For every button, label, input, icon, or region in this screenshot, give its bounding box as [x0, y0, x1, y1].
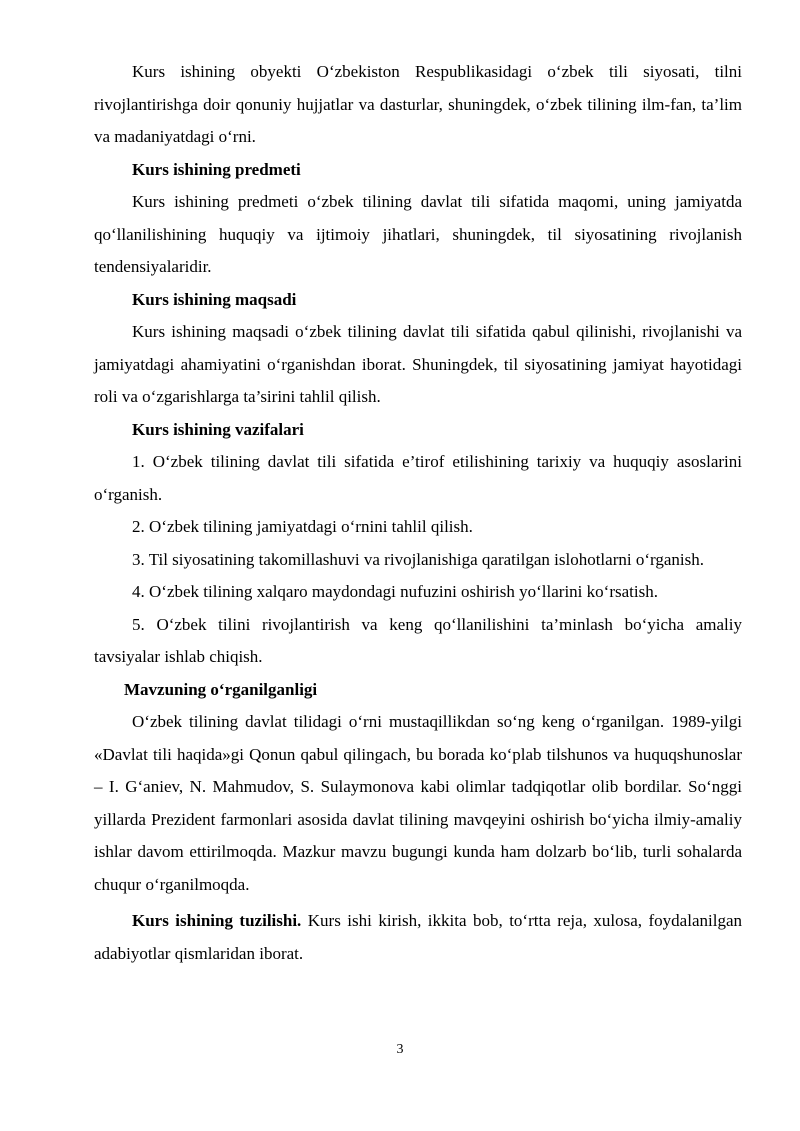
document-page [94, 56, 742, 970]
structure-text: Kurs ishi kirish, ikkita bob, to‘rtta reja, xulosa, foydalanilgan adabiyotlar qismlaridan iborat. [94, 911, 742, 963]
subject-paragraph: Kurs ishining predmeti o‘zbek tilining davlat tili sifatida maqomi, uning jamiyatda qo‘llanilishining huquqiy va ijtimoiy jihatlari, shuningdek, til siyosatining rivojlanish tendensiyalaridir. [94, 192, 742, 276]
page-number: 3 [396, 1042, 404, 1057]
subject-heading: Kurs ishining predmeti [132, 159, 301, 179]
task-item-2: 2. O‘zbek tilining jamiyatdagi o‘rnini tahlil qilish. [132, 517, 473, 536]
goal-paragraph: Kurs ishining maqsadi o‘zbek tilining davlat tili sifatida qabul qilinishi, rivojlanishi va jamiyatdagi ahamiyatini o‘rganishdan iborat. Shuningdek, til siyosatining jamiyat hayotidagi roli va o‘zgarishlarga ta’sirini tahlil qilish. [94, 322, 742, 406]
tasks-heading: Kurs ishining vazifalari [132, 419, 304, 439]
task-item-3: 3. Til siyosatining takomillashuvi va rivojlanishiga qaratilgan islohotlarni o‘rganish. [132, 549, 704, 569]
structure-label: Kurs ishining tuzilishi. [132, 911, 302, 930]
study-heading: Mavzuning o‘rganilganligi [124, 679, 318, 699]
tasks-list [94, 446, 742, 674]
goal-heading: Kurs ishining maqsadi [132, 289, 297, 309]
task-item-4: 4. O‘zbek tilining xalqaro maydondagi nufuzini oshirish yo‘llarini ko‘rsatish. [132, 582, 658, 601]
task-item-5: 5. O‘zbek tilini rivojlantirish va keng qo‘llanilishini ta’minlash bo‘yicha amaliy tavsiyalar ishlab chiqish. [94, 614, 742, 666]
structure-paragraph [94, 901, 742, 970]
study-paragraph: O‘zbek tilining davlat tilidagi o‘rni mustaqillikdan so‘ng keng o‘rganilgan. 1989-yilgi «Davlat tili haqida»gi Qonun qabul qilingach, bu borada ko‘plab tilshunos va huquqshunoslar – I. G‘aniev, N. Mahmudov, S. Sulaymonova kabi olimlar tadqiqotlar olib bordilar. So‘nggi yillarda Prezident farmonlari asosida davlat tilining mavqeyini oshirish bo‘yicha ilmiy-amaliy ishlar davom ettirilmoqda. Mazkur mavzu bugungi kunda ham dolzarb bo‘lib, turli sohalarda chuqur o‘rganilmoqda. [94, 712, 742, 894]
object-paragraph: Kurs ishining obyekti O‘zbekiston Respublikasidagi o‘zbek tili siyosati, tilni rivojlantirishga doir qonuniy hujjatlar va dasturlar, shuningdek, o‘zbek tilining ilm-fan, ta’lim va madaniyatdagi o‘rni. [94, 62, 742, 146]
task-item-1: 1. O‘zbek tilining davlat tili sifatida e’tirof etilishining tarixiy va huquqiy asoslarini o‘rganish. [94, 452, 742, 504]
